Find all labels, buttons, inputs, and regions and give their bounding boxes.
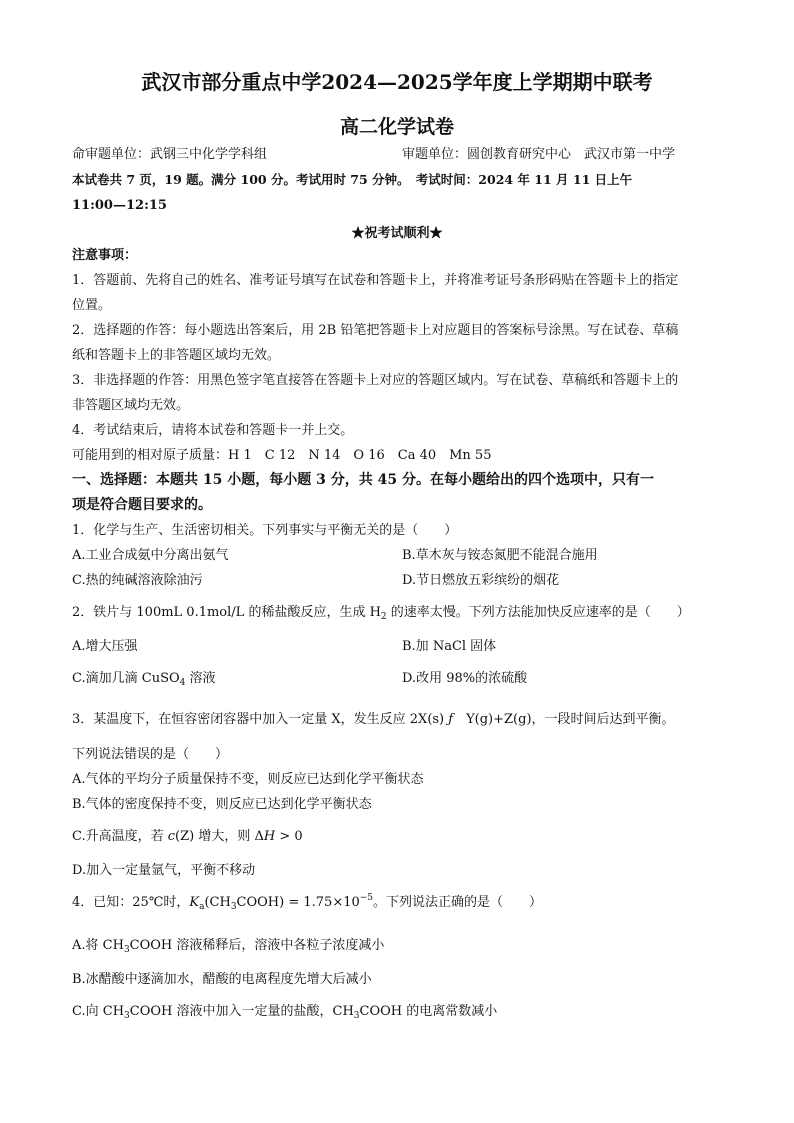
q3-option-d: D.加入一定量氩气，平衡不移动 xyxy=(72,863,256,878)
note-1-line-2: 位置。 xyxy=(72,298,112,313)
q4-stem: 4．已知：25℃时，$K_a(CH_3COOH) = 1.75\times 10^{-5}$。下列说法正确的是（ ） xyxy=(72,893,543,912)
exam-info-line-1: 本试卷共 7 页，19 题。满分 100 分。考试用时 75 分钟。 考试时间：2024 年 11 月 11 日上午 xyxy=(72,172,633,187)
q2-option-d: D.改用 98%的浓硫酸 xyxy=(402,671,528,686)
exam-title: 武汉市部分重点中学2024—2025学年度上学期期中联考 xyxy=(141,70,653,94)
note-2-line-1: 2．选择题的作答：每小题选出答案后，用 2B 铅笔把答题卡上对应题目的答案标号涂黑。写在试卷、草稿 xyxy=(72,323,679,338)
q1-option-b: B.草木灰与铵态氮肥不能混合施用 xyxy=(402,548,598,563)
q4-option-a: A.将 $CH_3COOH$ 溶液稀释后，溶液中各粒子浓度减小 xyxy=(72,938,385,955)
note-1-line-1: 1．答题前、先将自己的姓名、准考证号填写在试卷和答题卡上，并将准考证号条形码贴在答题卡上的指定 xyxy=(72,273,679,288)
author-label: 命审题单位：武钢三中化学学科组 xyxy=(72,147,268,162)
notes-heading: 注意事项： xyxy=(72,248,138,263)
q4-option-c: C.向 $CH_3COOH$ 溶液中加入一定量的盐酸，$CH_3COOH$ 的电离常数减小 xyxy=(72,1004,498,1021)
exam-info-line-2: 11:00—12:15 xyxy=(72,198,167,213)
note-4: 4．考试结束后，请将本试卷和答题卡一并上交。 xyxy=(72,423,354,438)
q4-option-b: B.冰醋酸中逐滴加水，醋酸的电离程度先增大后减小 xyxy=(72,972,372,987)
blessing-text: ★祝考试顺利★ xyxy=(351,226,443,241)
q2-option-b: B.加 NaCl 固体 xyxy=(402,639,497,654)
q2-option-c: C.滴加几滴 CuSO$_4$ 溶液 xyxy=(72,671,216,688)
q1-option-d: D.节日燃放五彩缤纷的烟花 xyxy=(402,573,560,588)
note-3-line-2: 非答题区域均无效。 xyxy=(72,398,190,413)
note-3-line-1: 3．非选择题的作答：用黑色签字笔直接答在答题卡上对应的答题区域内。写在试卷、草稿纸和答题卡上的 xyxy=(72,373,679,388)
section1-heading-line-1: 一、选择题：本题共 15 小题，每小题 3 分，共 45 分。在每小题给出的四个选项中，只有一 xyxy=(72,472,654,488)
atomic-mass-line: 可能用到的相对原子质量：H 1 C 12 N 14 O 16 Ca 40 Mn 55 xyxy=(72,448,492,463)
q3-stem-2: 下列说法错误的是（ ） xyxy=(72,747,229,762)
q2-option-a: A.增大压强 xyxy=(72,639,138,654)
q3-stem: 3．某温度下，在恒容密闭容器中加入一定量 X，发生反应 2X(s) ƒ Y(g)+Z(g)，一段时间后达到平衡。 xyxy=(72,712,675,727)
q2-stem: 2．铁片与 100mL 0.1mol/L 的稀盐酸反应，生成 $H_2$ 的速率太慢。下列方法能加快反应速率的是（ ） xyxy=(72,605,690,622)
q1-option-c: C.热的纯碱溶液除油污 xyxy=(72,573,203,588)
exam-subtitle: 高二化学试卷 xyxy=(339,116,454,138)
q3-option-b: B.气体的密度保持不变，则反应已达到化学平衡状态 xyxy=(72,797,372,812)
q1-option-a: A.工业合成氨中分离出氨气 xyxy=(72,548,229,563)
reviewer-label: 审题单位：圆创教育研究中心 武汉市第一中学 xyxy=(402,147,676,162)
q1-stem: 1．化学与生产、生活密切相关。下列事实与平衡无关的是（ ） xyxy=(72,523,458,538)
q3-option-a: A.气体的平均分子质量保持不变，则反应已达到化学平衡状态 xyxy=(72,772,424,787)
q3-option-c: C.升高温度，若 c(Z) 增大，则 ΔH > 0 xyxy=(72,829,303,844)
note-2-line-2: 纸和答题卡上的非答题区域均无效。 xyxy=(72,348,281,363)
section1-heading-line-2: 项是符合题目要求的。 xyxy=(72,497,212,513)
